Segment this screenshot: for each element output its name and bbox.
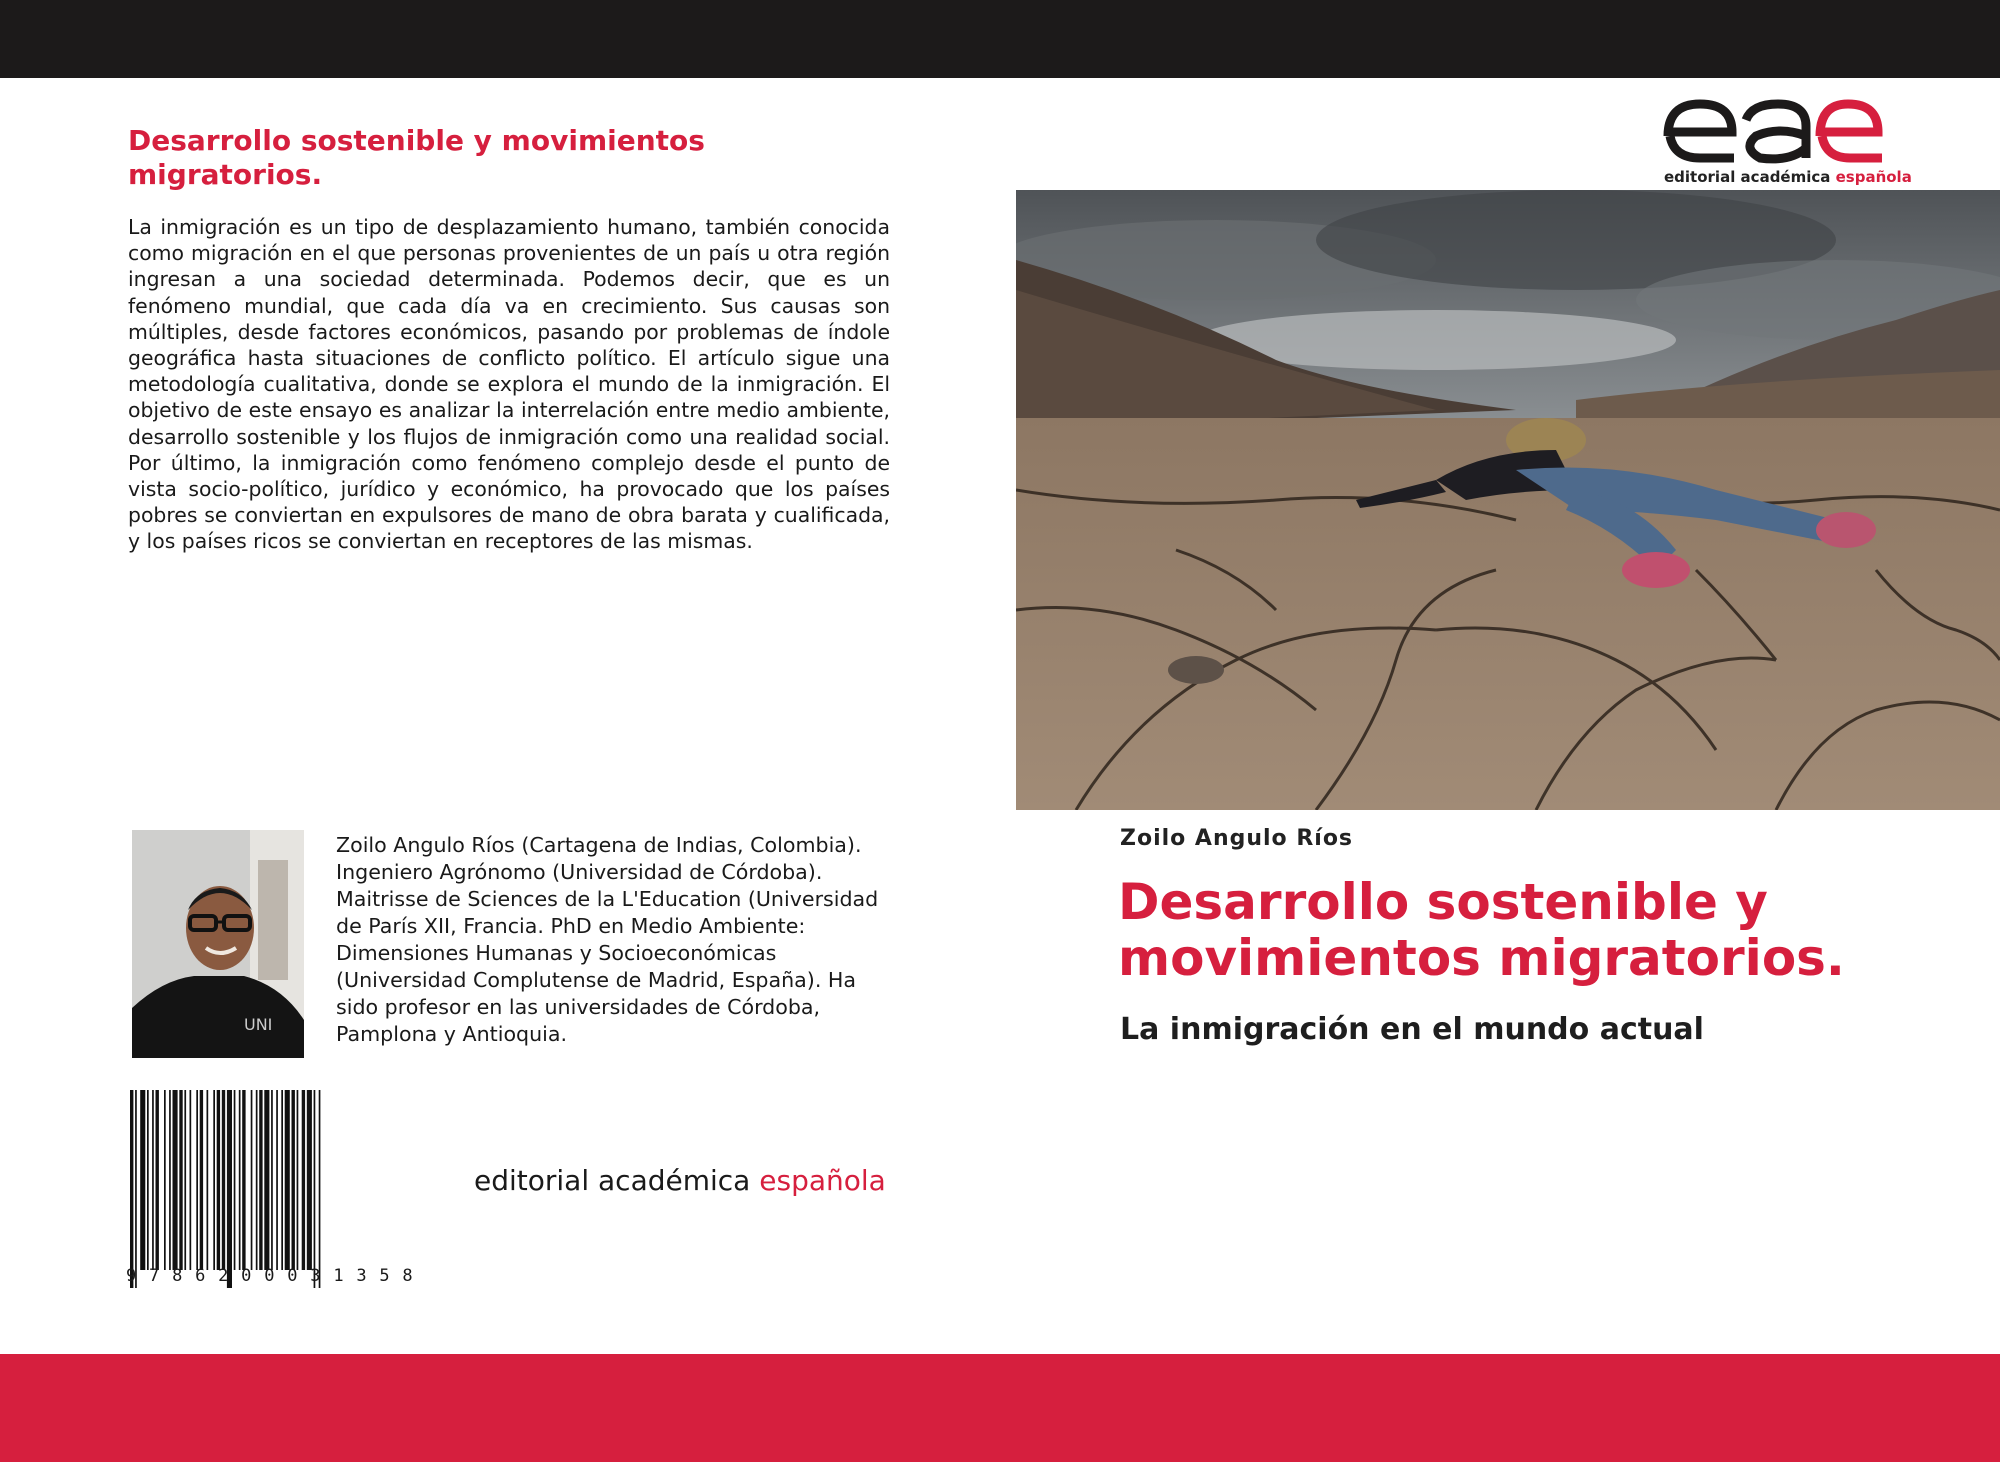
barcode-bar: [276, 1090, 278, 1270]
barcode-bar: [217, 1090, 220, 1270]
front-author-name: Zoilo Angulo Ríos: [1120, 826, 1354, 851]
barcode-bar: [227, 1090, 232, 1288]
barcode-bar: [314, 1090, 316, 1288]
barcode-bar: [164, 1090, 166, 1270]
barcode-bar: [251, 1090, 253, 1270]
barcode-bar: [256, 1090, 258, 1270]
barcode-bar: [259, 1090, 262, 1270]
isbn-barcode: [128, 1090, 458, 1288]
barcode-bar: [184, 1090, 186, 1270]
barcode-bar: [319, 1090, 321, 1288]
barcode-bar: [190, 1090, 192, 1270]
barcode-bar: [297, 1090, 299, 1270]
isbn-number: 9786200031358: [126, 1266, 426, 1286]
barcode-bar: [285, 1090, 290, 1270]
barcode-bar: [292, 1090, 295, 1270]
barcode-bar: [271, 1090, 273, 1270]
cover-photograph: [1016, 190, 2000, 810]
publisher-name-accent: española: [759, 1164, 886, 1197]
logo-caption-main: editorial académica: [1664, 168, 1836, 186]
barcode-bar: [196, 1090, 198, 1270]
author-bio: Zoilo Angulo Ríos (Cartagena de Indias, Colombia). Ingeniero Agrónomo (Universidad de Córdoba). Maitrisse de Sciences de la L'Education (Universidad de París XII, Francia. PhD en Medio Ambiente: Dimensiones Humanas y Socioeconómicas (Universidad Complutense de Madrid, España). Ha sido profesor en las universidades de Córdoba, Pamplona y Antioquia.: [336, 833, 879, 1046]
back-cover-title: Desarrollo sostenible y movimientos migratorios.: [128, 124, 705, 191]
barcode-bar: [242, 1090, 245, 1270]
logo-caption: [1664, 168, 1912, 186]
svg-text:UNI: UNI: [244, 1015, 273, 1034]
barcode-bar: [156, 1090, 159, 1270]
bottom-band: [0, 1354, 2000, 1462]
barcode-bar: [213, 1090, 215, 1270]
barcode-bar: [307, 1090, 312, 1270]
barcode-bar: [281, 1090, 283, 1270]
publisher-name: editorial académica: [474, 1164, 760, 1197]
back-cover-blurb: La inmigración es un tipo de desplazamiento humano, también conocida como migración en el que personas provenientes de un país u otra región ingresan a una sociedad determinada. Podemos decir, que es un fenómeno mundial, que cada día va en crecimiento. Sus causas son múltiples, desde factores económicos, pasando por problemas de índole geográfica hasta situaciones de conflicto político. El artículo sigue una metodología cualitativa, donde se explora el mundo de la inmigración. El objetivo de este ensayo es analizar la interrelación entre medio ambiente, desarrollo sostenible y los flujos de inmigración como una realidad social. Por último, la inmigración como fenómeno complejo desde el punto de vista socio-político, jurídico y económico, ha provocado que los países pobres se conviertan en expulsores de mano de obra barata y cualificada, y los países ricos se conviertan en receptores de las mismas.: [128, 215, 890, 554]
barcode-bar: [152, 1090, 154, 1270]
author-photo: [132, 830, 304, 1058]
barcode-bar: [207, 1090, 209, 1270]
barcode-bar: [135, 1090, 137, 1288]
barcode-bar: [302, 1090, 305, 1270]
top-band: [0, 0, 2000, 78]
barcode-bar: [169, 1090, 171, 1270]
barcode-bar: [222, 1090, 225, 1270]
barcode-bar: [234, 1090, 236, 1270]
barcode-bar: [147, 1090, 149, 1270]
barcode-bar: [130, 1090, 133, 1288]
barcode-bar: [264, 1090, 269, 1270]
barcode-bar: [179, 1090, 182, 1270]
barcode-bar: [200, 1090, 203, 1270]
barcode-bar: [173, 1090, 178, 1270]
logo-caption-accent: española: [1835, 168, 1912, 186]
barcode-bar: [239, 1090, 241, 1270]
front-cover-title: Desarrollo sostenible y movimientos migratorios.: [1118, 873, 1845, 987]
barcode-bar: [140, 1090, 145, 1270]
publisher-wordmark: [474, 1164, 886, 1197]
front-cover-subtitle: La inmigración en el mundo actual: [1120, 1012, 1704, 1047]
